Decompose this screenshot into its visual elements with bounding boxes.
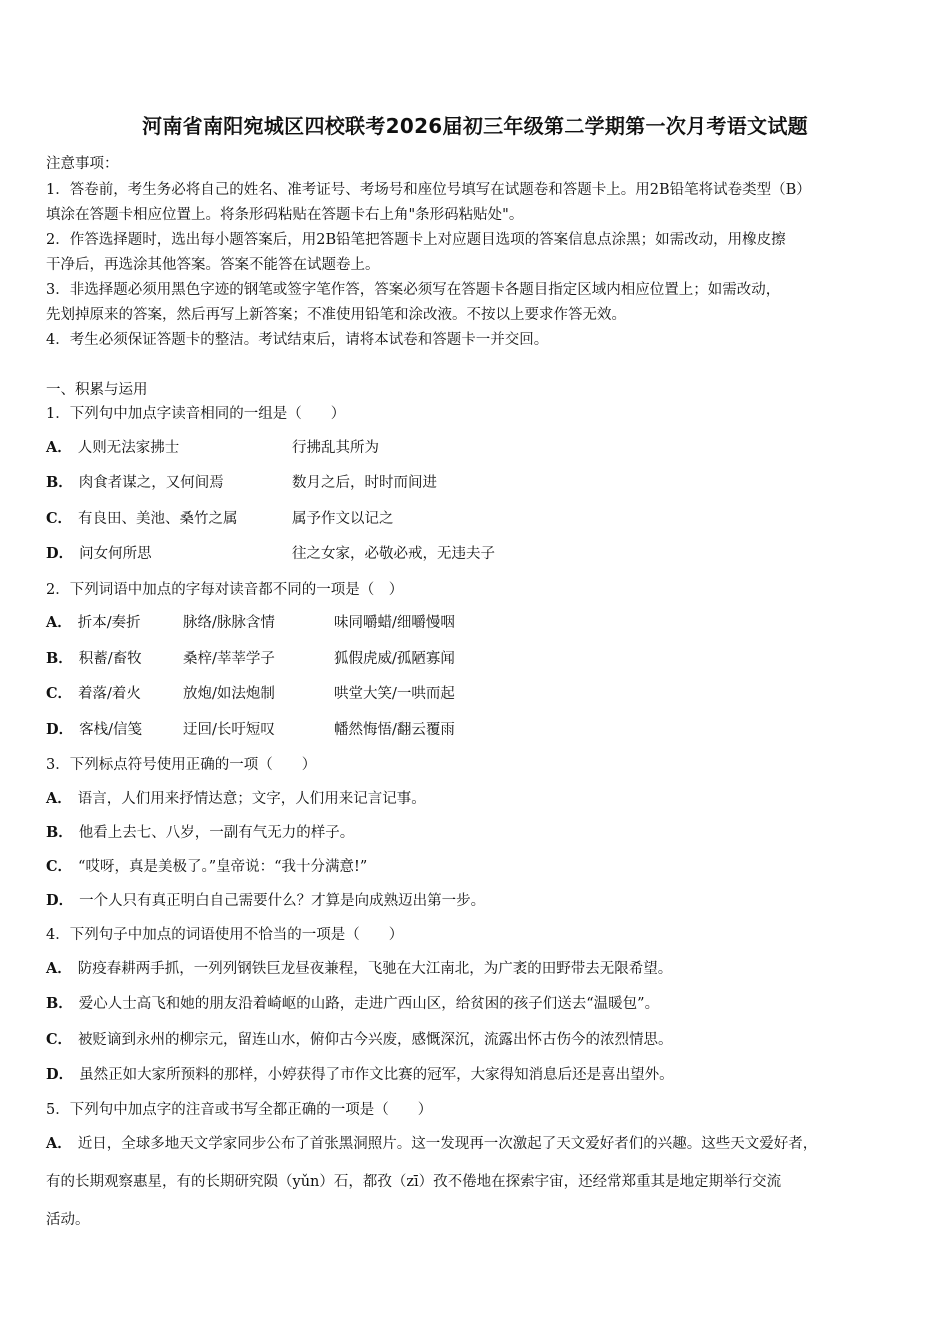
q4-option-b-text: 爱心人士高飞和她的朋友沿着崎岖的山路，走进广西山区，给贫困的孩子们送去“温暖包”。 xyxy=(78,996,660,1012)
q4-option-c xyxy=(46,1028,673,1049)
q3-option-c-text: “哎呀，真是美极了。”皇帝说：“我十分满意!” xyxy=(78,859,368,875)
q4-option-a-text: 防疫春耕两手抓，一列列钢铁巨龙昼夜兼程，飞驰在大江南北，为广袤的田野带去无限希望。 xyxy=(77,961,673,977)
q2-option-c xyxy=(46,682,141,703)
option-label: B． xyxy=(46,824,73,841)
q5-option-a-line-2: 有的长期观察惠星，有的长期研究陨（yǔn）石，都孜（zī）孜不倦地在探索宇宙，还经常郑重其是地定期举行交流 xyxy=(46,1174,782,1190)
q3-stem: 3．下列标点符号使用正确的一项（ ） xyxy=(46,757,317,773)
q4-option-d xyxy=(46,1063,674,1084)
notice-heading: 注意事项： xyxy=(46,156,119,172)
option-label: A． xyxy=(46,790,72,807)
q1-option-a-text-2: 行拂乱其所为 xyxy=(292,440,379,456)
q4-stem: 4．下列句子中加点的词语使用不恰当的一项是（ ） xyxy=(46,927,404,943)
option-label: A． xyxy=(46,614,72,631)
notice-line-2: 填涂在答题卡相应位置上。将条形码粘贴在答题卡右上角"条形码粘贴处"。 xyxy=(46,207,524,223)
q3-option-d xyxy=(46,889,485,910)
option-label: D． xyxy=(46,545,74,562)
option-label: B． xyxy=(46,995,73,1012)
q5-stem: 5．下列句中加点字的注音或书写全都正确的一项是（ ） xyxy=(46,1102,433,1118)
q2-option-c-text-1: 着落/着火 xyxy=(78,686,141,702)
option-label: A． xyxy=(46,960,72,977)
q1-option-c xyxy=(46,507,238,528)
q4-option-c-text: 被贬谪到永州的柳宗元，留连山水，俯仰古今兴废，感慨深沉，流露出怀古伤今的浓烈情思。 xyxy=(78,1032,673,1048)
section-heading: 一、积累与运用 xyxy=(46,382,148,398)
q5-option-a-text-1: 近日，全球多地天文学家同步公布了首张黑洞照片。这一发现再一次激起了天文爱好者们的兴趣。这些天文爱好者， xyxy=(77,1136,818,1152)
q1-option-a xyxy=(46,436,179,457)
notice-line-1: 1．答卷前，考生务必将自己的姓名、准考证号、考场号和座位号填写在试题卷和答题卡上。用2B铅笔将试卷类型（B） xyxy=(46,182,811,198)
q4-option-b xyxy=(46,992,659,1013)
q2-option-a xyxy=(46,611,141,632)
notice-line-6: 先划掉原来的答案，然后再写上新答案；不准使用铅笔和涂改液。不按以上要求作答无效。 xyxy=(46,307,626,323)
q2-stem: 2．下列词语中加点的字每对读音都不同的一项是（ ） xyxy=(46,582,404,598)
q1-option-d-text-2: 往之女家，必敬必戒，无违夫子 xyxy=(292,546,495,562)
q2-option-a-text-1: 折本/奏折 xyxy=(77,615,141,631)
q4-option-d-text: 虽然正如大家所预料的那样，小婷获得了市作文比赛的冠军，大家得知消息后还是喜出望外。 xyxy=(79,1067,674,1083)
q5-option-a-line-1 xyxy=(46,1132,817,1153)
notice-line-3: 2．作答选择题时，选出每小题答案后，用2B铅笔把答题卡上对应题目选项的答案信息点涂黑；如需改动，用橡皮擦 xyxy=(46,232,786,248)
option-label: D． xyxy=(46,1066,74,1083)
option-label: A． xyxy=(46,439,72,456)
q2-option-b-text-1: 积蓄/畜牧 xyxy=(78,651,142,667)
option-label: B． xyxy=(46,650,73,667)
notice-line-7: 4．考生必须保证答题卡的整洁。考试结束后，请将本试卷和答题卡一并交回。 xyxy=(46,332,549,348)
q2-option-b xyxy=(46,647,142,668)
q2-option-d xyxy=(46,718,142,739)
q3-option-c xyxy=(46,855,367,876)
q1-option-b xyxy=(46,471,224,492)
q3-option-a-text: 语言，人们用来抒情达意；文字，人们用来记言记事。 xyxy=(77,791,426,807)
q3-option-b xyxy=(46,821,354,842)
option-label: D． xyxy=(46,892,74,909)
q2-option-d-text-2: 迂回/长吁短叹 xyxy=(183,722,275,738)
q1-option-a-text-1: 人则无法家拂士 xyxy=(77,440,180,456)
notice-line-4: 干净后，再选涂其他答案。答案不能答在试题卷上。 xyxy=(46,257,380,273)
q1-option-b-text-1: 肉食者谋之，又何间焉 xyxy=(78,475,224,491)
option-label: C． xyxy=(46,1031,73,1048)
q4-option-a xyxy=(46,957,672,978)
q2-option-d-text-1: 客栈/信笺 xyxy=(79,722,142,738)
option-label: B． xyxy=(46,474,73,491)
q2-option-d-text-3: 幡然悔悟/翻云覆雨 xyxy=(334,722,455,738)
q3-option-a xyxy=(46,787,426,808)
q2-option-c-text-2: 放炮/如法炮制 xyxy=(183,686,275,702)
option-label: C． xyxy=(46,510,73,527)
notice-line-5: 3．非选择题必须用黑色字迹的钢笔或签字笔作答，答案必须写在答题卡各题目指定区域内相应位置上；如需改动， xyxy=(46,282,781,298)
q2-option-c-text-3: 哄堂大笑/一哄而起 xyxy=(334,686,455,702)
q1-option-c-text-2: 属予作文以记之 xyxy=(292,511,394,527)
q1-stem: 1．下列句中加点字读音相同的一组是（ ） xyxy=(46,406,346,422)
q1-option-c-text-1: 有良田、美池、桑竹之属 xyxy=(78,511,238,527)
q2-option-b-text-3: 狐假虎威/孤陋寡闻 xyxy=(334,651,455,667)
q2-option-a-text-3: 味同嚼蜡/细嚼慢咽 xyxy=(334,615,455,631)
q1-option-d xyxy=(46,542,152,563)
option-label: D． xyxy=(46,721,74,738)
q2-option-b-text-2: 桑梓/莘莘学子 xyxy=(183,651,275,667)
option-label: C． xyxy=(46,685,73,702)
q3-option-b-text: 他看上去七、八岁，一副有气无力的样子。 xyxy=(78,825,355,841)
q5-option-a-line-3: 活动。 xyxy=(46,1212,90,1228)
q3-option-d-text: 一个人只有真正明白自己需要什么？才算是向成熟迈出第一步。 xyxy=(79,893,486,909)
option-label: C． xyxy=(46,858,73,875)
q1-option-d-text-1: 问女何所思 xyxy=(79,546,152,562)
option-label: A． xyxy=(46,1135,72,1152)
q2-option-a-text-2: 脉络/脉脉含情 xyxy=(183,615,275,631)
q1-option-b-text-2: 数月之后，时时而间进 xyxy=(292,475,437,491)
exam-title: 河南省南阳宛城区四校联考2026届初三年级第二学期第一次月考语文试题 xyxy=(142,114,808,138)
